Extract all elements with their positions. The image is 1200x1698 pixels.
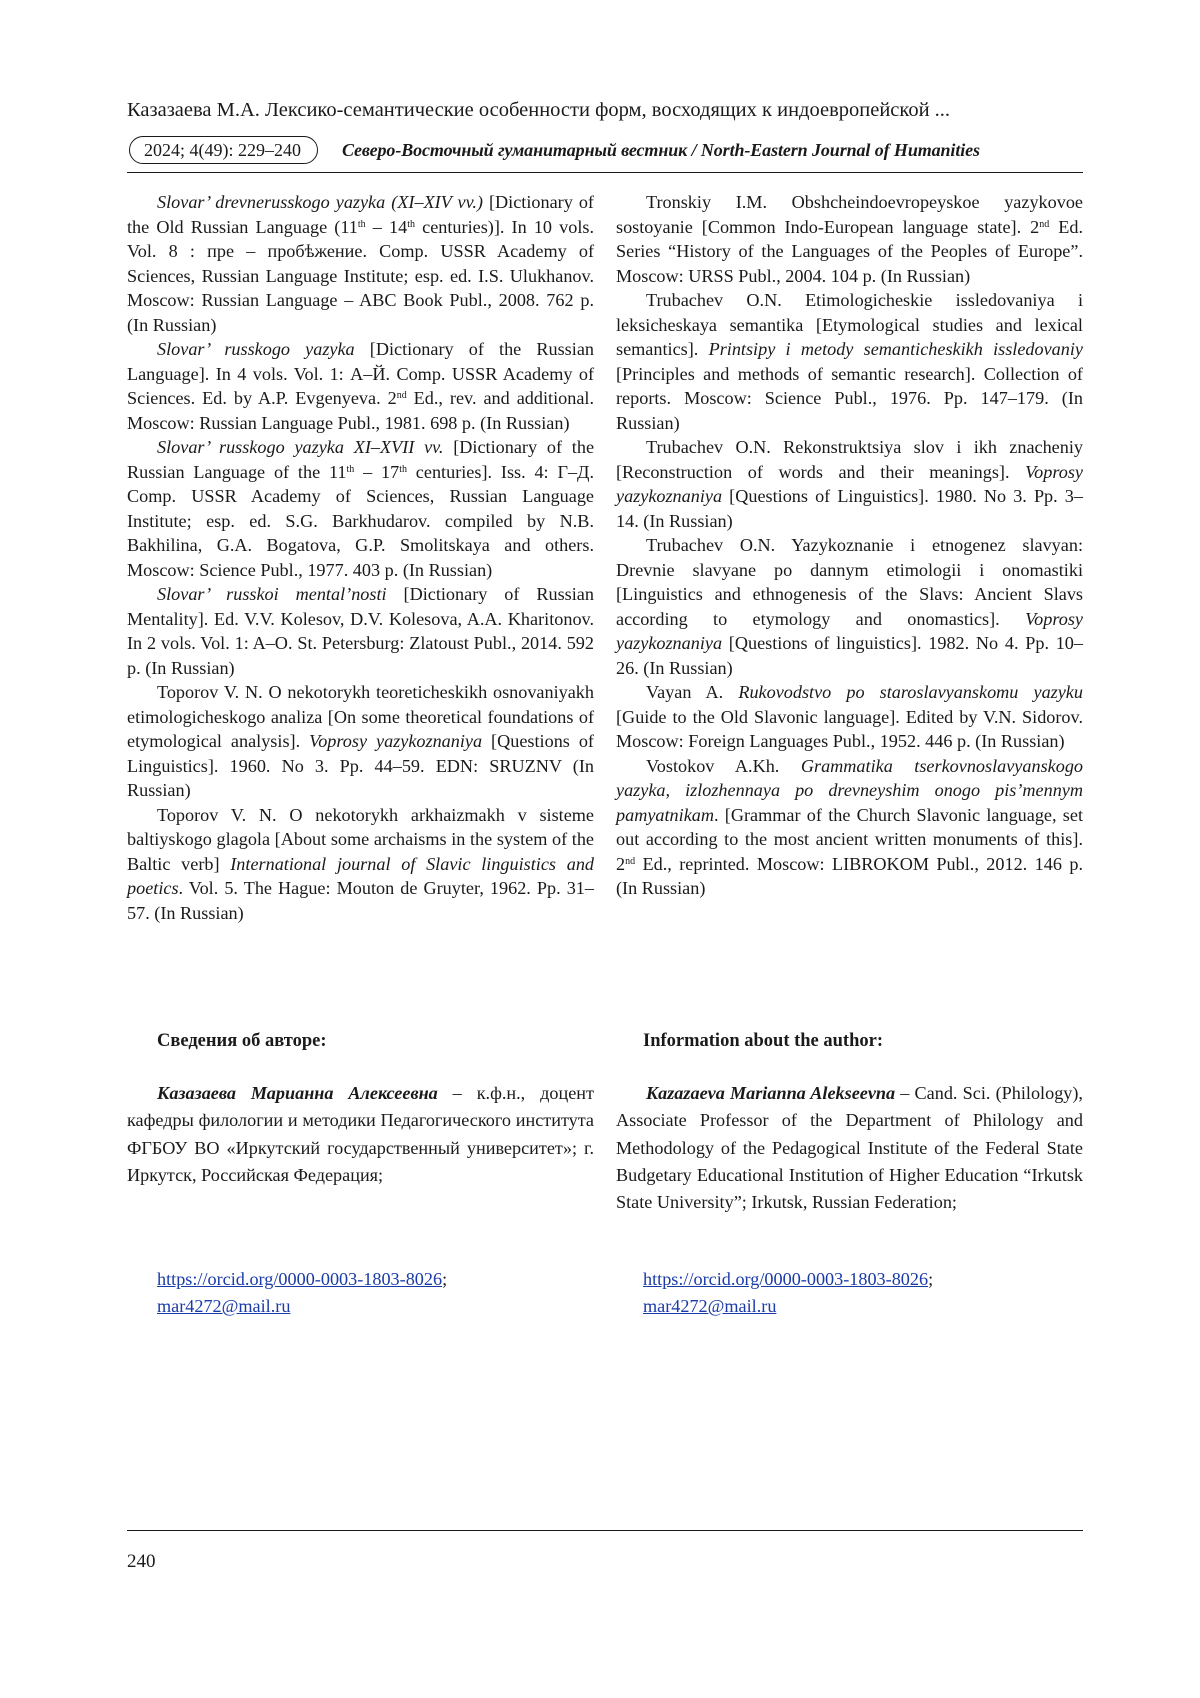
reference-text: centuries]. Iss. 4: Г–Д. Comp. USSR Academy of Sciences, Russian Language Institute; esp. ed. S.G. Barkhudarov. compiled by N.B. Bakhilina, G.A. Bogatova, G.P. Smolitskaya and others. Moscow: Science Publ., 1977. 403 p. (In Russian) <box>127 461 595 580</box>
ordinal-suffix: th <box>399 463 407 475</box>
reference-text: [Questions of Linguistics]. 1980. No 3. Pp. 3–14. (In Russian) <box>616 486 1083 531</box>
author-info-heading-ru: Сведения об авторе: <box>157 1031 327 1051</box>
reference-text: Ed. Series “History of the Languages of the Peoples of Europe”. Moscow: URSS Publ., 2004. 104 p. (In Russian) <box>616 216 1083 286</box>
reference-entry <box>616 754 1083 901</box>
reference-entry <box>127 435 594 582</box>
author-affiliation-en: – Cand. Sci. (Philology), Associate Professor of the Department of Philology and Methodology of the Pedagogical Institute of the Federal State Budgetary Educational Institution of Higher Education “Irkutsk State University”; Irkutsk, Russian Federation; <box>616 1083 1083 1213</box>
author-name-en: Kazazaeva Marianna Alekseevna <box>646 1083 896 1103</box>
reference-text: Trubachev O.N. Yazykoznanie i etnogenez slavyan: Drevnie slavyane po dannym etimologii i onomastiki [Linguistics and ethnogenesis of the Slavs: Ancient Slavs according to etymology and onomastics]. <box>616 535 1083 629</box>
references-left-column <box>127 190 594 925</box>
ordinal-suffix: nd <box>625 855 636 867</box>
reference-entry <box>127 803 594 926</box>
reference-entry <box>616 533 1083 680</box>
reference-text: [Questions of linguistics]. 1982. No 4. Pp. 10–26. (In Russian) <box>616 633 1083 678</box>
reference-title: Voprosy yazykoznaniya <box>616 461 1083 506</box>
header-divider <box>127 172 1083 173</box>
reference-entry <box>127 582 594 680</box>
reference-title: Slovar’ russkogo yazyka XI–XVII vv. <box>157 437 444 457</box>
reference-title: Slovar’ russkoi mental’nosti <box>157 584 387 604</box>
author-affiliation-ru: – к.ф.н., доцент кафедры филологии и методики Педагогического института ФГБОУ ВО «Иркутский государственный университет»; г. Иркутск, Российская Федерация; <box>127 1083 594 1185</box>
reference-title: Voprosy yazykoznaniya <box>616 608 1083 653</box>
reference-title: Slovar’ russkogo yazyka <box>157 339 355 359</box>
author-name-ru: Казазаева Марианна Алексеевна <box>157 1083 438 1103</box>
reference-entry <box>127 190 594 337</box>
reference-text: [Principles and methods of semantic research]. Collection of reports. Moscow: Science Publ., 1976. Pp. 147–179. (In Russian) <box>616 363 1083 433</box>
page-number: 240 <box>127 1551 156 1572</box>
reference-text: Vostokov A.Kh. <box>646 755 801 776</box>
reference-text: – 17 <box>354 461 400 482</box>
reference-text: Trubachev O.N. Rekonstruktsiya slov i ikh znacheniy [Reconstruction of words and their meanings]. <box>616 437 1083 482</box>
reference-title: International journal of Slavic linguistics and poetics <box>127 853 595 898</box>
reference-entry <box>616 435 1083 533</box>
journal-title: Северо-Восточный гуманитарный вестник / North-Eastern Journal of Humanities <box>342 140 980 160</box>
issue-badge: 2024; 4(49): 229–240 <box>129 136 318 164</box>
reference-entry <box>127 337 594 435</box>
reference-text: Vayan A. <box>646 682 739 702</box>
author-info-heading-en: Information about the author: <box>643 1031 883 1051</box>
reference-entry <box>616 190 1083 288</box>
author-contacts-ru <box>157 1266 447 1320</box>
reference-text: Ed., rev. and additional. Moscow: Russian Language Publ., 1981. 698 p. (In Russian) <box>127 388 594 433</box>
reference-text: [Guide to the Old Slavonic language]. Edited by V.N. Sidorov. Moscow: Foreign Languages Publ., 1952. 446 p. (In Russian) <box>616 706 1083 751</box>
reference-text: . [Grammar of the Church Slavonic language, set out according to the most ancient written monuments of this]. 2 <box>616 804 1083 874</box>
orcid-separator-ru: ; <box>442 1269 448 1289</box>
reference-text: centuries)]. In 10 vols. Vol. 8 : пре – пробѣжение. Comp. USSR Academy of Sciences, Russian Language Institute; esp. ed. I.S. Ulukhanov. Moscow: Russian Language – ABC Book Publ., 2008. 762 p. (In Russian) <box>127 216 595 335</box>
reference-text: Trubachev O.N. Etimologicheskie issledovaniya i leksicheskaya semantika [Etymological studies and lexical semantics]. <box>616 290 1083 359</box>
reference-text: . Vol. 5. The Hague: Mouton de Gruyter, 1962. Pp. 31–57. (In Russian) <box>127 878 594 923</box>
references-right-column <box>616 190 1083 901</box>
reference-text: [Dictionary of the Russian Language of the 11 <box>127 437 595 482</box>
ordinal-suffix: th <box>407 218 415 230</box>
reference-text: [Dictionary of the Russian Language]. In 4 vols. Vol. 1: А–Й. Comp. USSR Academy of Sciences. Ed. by A.P. Evgenyeva. 2 <box>127 339 594 408</box>
ordinal-suffix: nd <box>396 390 407 401</box>
orcid-link-en[interactable]: https://orcid.org/0000-0003-1803-8026 <box>643 1269 929 1289</box>
reference-text: Ed., reprinted. Moscow: LIBROKOM Publ., 2012. 146 p. (In Russian) <box>616 853 1083 898</box>
reference-title: Grammatika tserkovnoslavyanskogo yazyka, izlozhennaya po drevneyshim onogo pis’mennym pamyatnikam <box>616 755 1084 825</box>
author-info-en <box>616 1080 1083 1216</box>
reference-text: – 14 <box>365 216 408 237</box>
reference-title: Rukovodstvo po staroslavyanskomu yazyku <box>738 682 1083 702</box>
reference-text: Toporov V. N. O nekotorykh teoreticheskikh osnovaniyakh etimologicheskogo analiza [On some theoretical foundations of etymological analysis]. <box>127 682 594 751</box>
email-link-en[interactable]: mar4272@mail.ru <box>643 1296 777 1316</box>
reference-text: Tronskiy I.M. Obshcheindoevropeyskoe yazykovoe sostoyanie [Common Indo-European language state]. 2 <box>616 192 1083 237</box>
reference-title: Printsipy i metody semanticheskikh issledovaniy <box>708 339 1083 359</box>
author-contacts-en <box>643 1266 933 1320</box>
reference-title: Slovar’ drevnerusskogo yazyka (XI–XIV vv.) <box>157 192 483 212</box>
reference-entry <box>616 680 1083 754</box>
footer-divider <box>127 1530 1083 1531</box>
journal-line <box>127 136 1083 166</box>
email-link-ru[interactable]: mar4272@mail.ru <box>157 1296 291 1316</box>
orcid-separator-en: ; <box>928 1269 934 1289</box>
running-head: Казазаева М.А. Лексико-семантические особенности форм, восходящих к индоевропейской ... <box>127 99 951 121</box>
reference-text: Toporov V. N. O nekotorykh arkhaizmakh v sisteme baltiyskogo glagola [About some archaisms in the system of the Baltic verb] <box>127 804 594 874</box>
ordinal-suffix: th <box>357 218 366 230</box>
reference-text: [Dictionary of Russian Mentality]. Ed. V.V. Kolesov, D.V. Kolesova, A.A. Kharitonov. In 2 vols. Vol. 1: A–O. St. Petersburg: Zlatoust Publ., 2014. 592 p. (In Russian) <box>127 584 594 678</box>
orcid-link-ru[interactable]: https://orcid.org/0000-0003-1803-8026 <box>157 1269 443 1289</box>
reference-entry <box>127 680 594 803</box>
ordinal-suffix: th <box>346 463 355 475</box>
ordinal-suffix: nd <box>1039 218 1050 230</box>
reference-text: [Questions of Linguistics]. 1960. No 3. Pp. 44–59. EDN: SRUZNV (In Russian) <box>127 731 594 800</box>
reference-text: [Dictionary of the Old Russian Language (11 <box>127 192 594 237</box>
reference-title: Voprosy yazykoznaniya <box>309 731 483 751</box>
author-info-ru <box>127 1080 594 1189</box>
reference-entry <box>616 288 1083 435</box>
